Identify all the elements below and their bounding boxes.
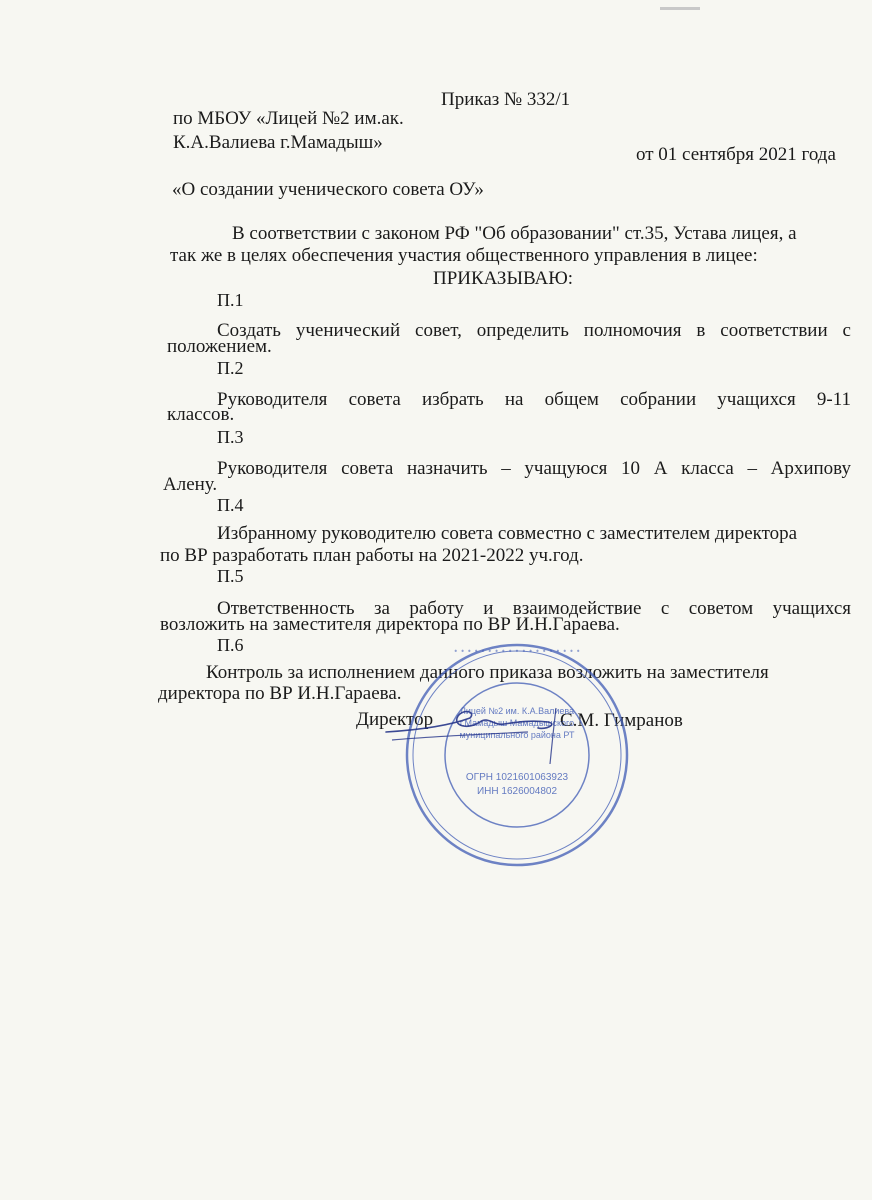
stamp-line-2: г.Мамадыш Мамадышского (459, 718, 575, 728)
point-5-line-2: возложить на заместителя директора по ВР И.Н.Гараева. (160, 614, 620, 635)
point-3-label: П.3 (217, 427, 244, 447)
point-6-line-1: Контроль за исполнением данного приказа возложить на заместителя (206, 662, 769, 683)
point-2-line-2: классов. (167, 404, 235, 425)
stamp-ogrn: ОГРН 1021601063923 (465, 772, 569, 783)
point-2-label: П.2 (217, 358, 244, 378)
organization-line-1: по МБОУ «Лицей №2 им.ак. (173, 108, 404, 129)
handwritten-signature (378, 700, 598, 770)
point-1-label: П.1 (217, 290, 244, 310)
point-3-line-1: Руководителя совета назначить – учащуюся 10 А класса – Архипову (217, 458, 851, 479)
stamp-line-1: Лицей №2 им. К.А.Валиева (459, 706, 575, 716)
order-word: ПРИКАЗЫВАЮ: (433, 268, 574, 289)
point-5-label: П.5 (217, 566, 244, 586)
point-1-line-2: положением. (167, 336, 272, 357)
point-4-label: П.4 (217, 495, 244, 515)
point-4-line-1: Избранному руководителю совета совместно с заместителем директора (217, 523, 798, 544)
point-5-line-1: Ответственность за работу и взаимодействие с советом учащихся (217, 598, 851, 619)
order-subject: «О создании ученического совета ОУ» (172, 179, 484, 200)
order-date: от 01 сентября 2021 года (636, 144, 836, 165)
point-1-line-1: Создать ученический совет, определить полномочия в соответствии с (217, 320, 851, 341)
signature-name: С.М. Гимранов (560, 710, 683, 731)
svg-text:• • • • • • • • • • • • • • •: • • • • • • • • • • • • • • • • • • • (453, 647, 581, 656)
order-title: Приказ № 332/1 (441, 89, 571, 110)
scan-edge-mark (660, 0, 700, 6)
point-3-line-2: Алену. (163, 474, 218, 495)
signature-position: Директор (356, 709, 434, 730)
point-4-line-2: по ВР разработать план работы на 2021-2022 уч.год. (160, 545, 584, 566)
point-2-line-1: Руководителя совета избрать на общем собрании учащихся 9-11 (217, 389, 851, 410)
point-6-label: П.6 (217, 635, 244, 655)
stamp-line-3: муниципального района РТ (459, 730, 575, 740)
stamp-inn: ИНН 1626004802 (476, 786, 558, 797)
preamble-line-1: В соответствии с законом РФ "Об образовании" ст.35, Устава лицея, а (232, 223, 797, 244)
point-6-line-2: директора по ВР И.Н.Гараева. (158, 683, 402, 704)
organization-line-2: К.А.Валиева г.Мамадыш» (173, 132, 383, 153)
preamble-line-2: так же в целях обеспечения участия общественного управления в лицее: (170, 245, 758, 266)
